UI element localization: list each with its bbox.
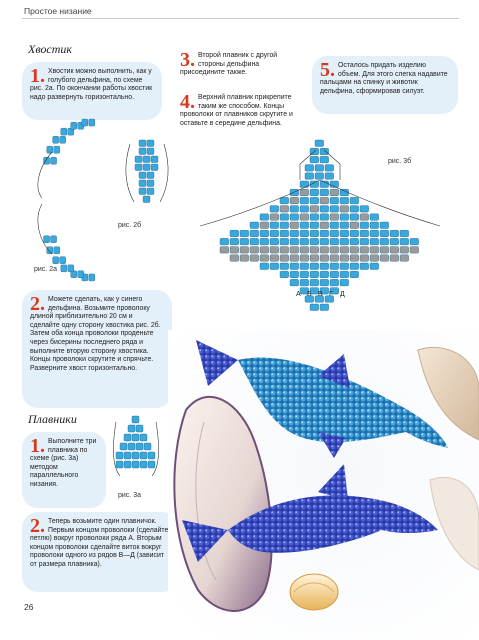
- bead: [305, 165, 314, 172]
- bead: [350, 238, 359, 245]
- bead: [280, 255, 289, 261]
- bead: [230, 230, 239, 237]
- bead: [280, 197, 289, 204]
- bead: [350, 230, 359, 237]
- bead: [330, 222, 339, 229]
- step-text: Осталось придать изделию объем. Для этого слегка надавите пальцами на спинку и животик дельфина, сформировав силуэт.: [320, 62, 448, 95]
- bead: [320, 279, 329, 286]
- bead: [280, 222, 289, 229]
- bead: [390, 247, 399, 254]
- bead: [139, 188, 146, 195]
- bead: [260, 222, 269, 229]
- bead: [370, 238, 379, 245]
- bead: [280, 230, 289, 237]
- row-label: А: [296, 291, 301, 298]
- bead: [140, 434, 147, 441]
- bead: [330, 247, 339, 254]
- bead: [350, 255, 359, 261]
- row-label: Д: [340, 291, 345, 298]
- bead: [139, 172, 146, 179]
- bead: [61, 265, 67, 272]
- bead: [260, 230, 269, 237]
- header-rule: [22, 18, 459, 19]
- bead: [360, 214, 369, 221]
- bead: [44, 236, 50, 243]
- bead: [410, 238, 419, 245]
- bead: [360, 255, 369, 261]
- bead: [89, 274, 95, 281]
- bead: [310, 214, 319, 221]
- bead: [128, 425, 135, 432]
- bead: [51, 157, 57, 164]
- bead: [325, 165, 334, 172]
- bead: [270, 222, 279, 229]
- bead: [270, 230, 279, 237]
- bead: [340, 222, 349, 229]
- bead: [350, 263, 359, 270]
- bead: [300, 214, 309, 221]
- bead: [350, 271, 359, 278]
- bead: [330, 214, 339, 221]
- bead: [300, 247, 309, 254]
- bead: [148, 461, 155, 468]
- bead: [290, 279, 299, 286]
- bead: [340, 214, 349, 221]
- bead: [370, 214, 379, 221]
- bead: [139, 180, 146, 187]
- bead: [240, 230, 249, 237]
- bead: [132, 452, 139, 459]
- bead: [350, 197, 359, 204]
- bead: [310, 230, 319, 237]
- bead: [147, 180, 154, 187]
- step-body-4: [172, 88, 312, 140]
- bead: [250, 222, 259, 229]
- bead: [89, 119, 95, 126]
- bead: [340, 255, 349, 261]
- bead: [310, 222, 319, 229]
- bead: [330, 230, 339, 237]
- bead: [330, 197, 339, 204]
- bead: [240, 255, 249, 261]
- bead: [128, 443, 135, 450]
- step-number: 2.: [30, 293, 45, 315]
- bead: [320, 247, 329, 254]
- bead: [315, 140, 324, 147]
- bead: [300, 255, 309, 261]
- bead: [300, 206, 309, 213]
- step-text: Можете сделать, как у синего дельфина. Возьмите проволоку длиной приблизительно 20 см и сделайте одну сторону хвостика рис. 2б. Затем оба конца проволоки проденьте через бисерины последнего ряда и выполните вторую сторону хвостика. Концы проволоки скрутите и спрячьте. Разверните хвост горизонтально.: [30, 296, 161, 372]
- step-tail-2: [22, 290, 172, 408]
- bead: [340, 230, 349, 237]
- bead: [340, 247, 349, 254]
- bead: [350, 247, 359, 254]
- wire-path: [160, 144, 168, 202]
- bead: [260, 238, 269, 245]
- bead: [143, 156, 150, 163]
- bead: [320, 271, 329, 278]
- bead: [260, 247, 269, 254]
- bead: [380, 238, 389, 245]
- bead: [260, 255, 269, 261]
- bead: [44, 157, 50, 164]
- bead: [370, 230, 379, 237]
- bead: [135, 156, 142, 163]
- bead: [53, 136, 59, 143]
- step-number: 5.: [320, 59, 335, 81]
- bead: [230, 247, 239, 254]
- bead: [290, 222, 299, 229]
- step-text: Теперь возьмите один плавничок. Первым концом проволоки (сделайте петлю) вокруг проволоки ряда А. Вторым концом проволоки сделайте виток вокруг проволоки одного из рядов В—Д (зависит от размера плавника).: [30, 518, 169, 568]
- bead: [360, 238, 369, 245]
- bead: [136, 443, 143, 450]
- bead: [380, 222, 389, 229]
- bead: [51, 236, 57, 243]
- bead: [370, 263, 379, 270]
- bead: [380, 255, 389, 261]
- step-text: Хвостик можно выполнить, как у голубого дельфина, по схеме рис. 2а. По окончании работы хвостик надо развернуть горизонтально.: [30, 68, 153, 101]
- row-label: Г: [329, 291, 333, 298]
- bead: [390, 230, 399, 237]
- bead: [290, 189, 299, 196]
- bead: [350, 206, 359, 213]
- bead: [140, 452, 147, 459]
- bead: [390, 238, 399, 245]
- bead: [310, 255, 319, 261]
- bead: [280, 263, 289, 270]
- step-tail-1: [22, 62, 162, 120]
- bead: [140, 461, 147, 468]
- bead: [124, 452, 131, 459]
- bead: [330, 279, 339, 286]
- bead: [290, 197, 299, 204]
- bead: [270, 238, 279, 245]
- bead: [250, 247, 259, 254]
- bead: [60, 136, 66, 143]
- bead: [300, 238, 309, 245]
- bead: [320, 222, 329, 229]
- bead: [290, 238, 299, 245]
- bead: [340, 263, 349, 270]
- bead: [116, 452, 123, 459]
- bead: [147, 172, 154, 179]
- bead: [270, 214, 279, 221]
- bead: [132, 434, 139, 441]
- bead: [78, 271, 84, 278]
- bead: [340, 271, 349, 278]
- section-title-tail: Хвостик: [28, 42, 72, 56]
- fin-scheme-3a: [112, 416, 160, 484]
- bead: [280, 238, 289, 245]
- bead: [330, 263, 339, 270]
- bead: [54, 247, 60, 254]
- step-fins-2: [22, 512, 178, 592]
- bead: [360, 222, 369, 229]
- bead: [280, 271, 289, 278]
- body-scheme-3b: [196, 140, 446, 340]
- bead: [400, 255, 409, 261]
- bead: [350, 214, 359, 221]
- bead: [340, 238, 349, 245]
- wire-path: [38, 204, 52, 254]
- bead: [310, 247, 319, 254]
- bead: [320, 148, 329, 155]
- step-body-5: [312, 56, 458, 114]
- bead: [340, 206, 349, 213]
- bead: [360, 230, 369, 237]
- figure-caption-2a: рис. 2а: [34, 266, 57, 273]
- bead: [135, 164, 142, 171]
- bead: [280, 206, 289, 213]
- bead: [120, 443, 127, 450]
- bead: [390, 255, 399, 261]
- running-head: Простое низание: [24, 6, 92, 16]
- bead: [300, 271, 309, 278]
- bead: [270, 263, 279, 270]
- bead: [310, 238, 319, 245]
- bead: [148, 452, 155, 459]
- bead: [139, 140, 146, 147]
- bead: [147, 140, 154, 147]
- tail-scheme-2b: [124, 140, 170, 212]
- bead: [370, 247, 379, 254]
- step-number: 3.: [180, 49, 195, 71]
- bead: [230, 238, 239, 245]
- tail-scheme-2a: [22, 128, 112, 273]
- bead: [360, 206, 369, 213]
- bead: [270, 206, 279, 213]
- figure-caption-2b: рис. 2б: [118, 222, 142, 229]
- bead: [300, 230, 309, 237]
- bead: [230, 255, 239, 261]
- step-fins-1: [22, 432, 106, 508]
- bead: [330, 271, 339, 278]
- bead: [315, 173, 324, 180]
- bead: [310, 189, 319, 196]
- bead: [340, 279, 349, 286]
- bead: [240, 247, 249, 254]
- bead: [290, 255, 299, 261]
- bead: [370, 222, 379, 229]
- bead: [61, 128, 67, 135]
- step-text: Верхний плавник прикрепите таким же способом. Концы проволоки от плавников скрутите и оставьте в середине дельфина.: [180, 94, 293, 127]
- bead: [370, 255, 379, 261]
- bead: [270, 247, 279, 254]
- bead: [400, 230, 409, 237]
- figure-caption-3b: рис. 3б: [388, 158, 412, 165]
- bead: [250, 255, 259, 261]
- bead: [143, 164, 150, 171]
- bead: [290, 271, 299, 278]
- bead: [340, 197, 349, 204]
- bead: [220, 238, 229, 245]
- bead: [82, 119, 88, 126]
- bead: [280, 247, 289, 254]
- step-number: 1.: [30, 435, 45, 457]
- bead: [380, 230, 389, 237]
- bead: [400, 247, 409, 254]
- bead: [320, 189, 329, 196]
- wire-path: [126, 144, 134, 202]
- bead: [250, 238, 259, 245]
- bead: [136, 425, 143, 432]
- bead: [300, 197, 309, 204]
- bead: [250, 230, 259, 237]
- bead: [360, 263, 369, 270]
- row-label: Б: [307, 291, 312, 298]
- step-text: Второй плавник с другой стороны дельфина присоедините также.: [180, 52, 278, 77]
- bead: [305, 173, 314, 180]
- bead: [320, 206, 329, 213]
- bead: [400, 238, 409, 245]
- bead: [310, 271, 319, 278]
- step-number: 4.: [180, 91, 195, 113]
- bead: [310, 263, 319, 270]
- bead: [270, 255, 279, 261]
- bead: [320, 255, 329, 261]
- row-label: В: [318, 291, 323, 298]
- bead: [47, 247, 53, 254]
- bead: [290, 247, 299, 254]
- bead: [260, 263, 269, 270]
- bead: [325, 173, 334, 180]
- bead: [60, 257, 66, 264]
- bead: [330, 189, 339, 196]
- bead: [320, 238, 329, 245]
- bead: [147, 148, 154, 155]
- bead: [320, 156, 329, 163]
- bead: [300, 222, 309, 229]
- section-title-fins: Плавники: [28, 412, 77, 426]
- bead: [220, 247, 229, 254]
- bead: [330, 238, 339, 245]
- page-number: 26: [24, 602, 34, 612]
- bead: [132, 416, 139, 423]
- bead: [300, 189, 309, 196]
- bead: [380, 247, 389, 254]
- bead: [410, 247, 419, 254]
- bead: [320, 214, 329, 221]
- bead: [147, 188, 154, 195]
- bead: [54, 146, 60, 153]
- bead: [280, 214, 289, 221]
- bead: [300, 263, 309, 270]
- step-number: 1.: [30, 65, 45, 87]
- bead: [139, 148, 146, 155]
- bead: [290, 206, 299, 213]
- bead: [300, 279, 309, 286]
- bead: [151, 156, 158, 163]
- step-number: 2.: [30, 515, 45, 537]
- bead: [124, 434, 131, 441]
- bead: [350, 222, 359, 229]
- bead: [310, 197, 319, 204]
- bead: [116, 461, 123, 468]
- bead: [68, 265, 74, 272]
- beaded-dolphins-photo: [168, 330, 479, 640]
- step-text: Выполните три плавника по схеме (рис. 3а) методом параллельного низания.: [30, 438, 97, 488]
- bead: [310, 206, 319, 213]
- bead: [310, 279, 319, 286]
- bead: [330, 206, 339, 213]
- bead: [320, 263, 329, 270]
- bead: [290, 214, 299, 221]
- bead: [151, 164, 158, 171]
- bead: [320, 230, 329, 237]
- bead: [315, 165, 324, 172]
- bead: [290, 263, 299, 270]
- bead: [71, 122, 77, 129]
- bead: [132, 461, 139, 468]
- bead: [143, 196, 150, 203]
- bead: [330, 255, 339, 261]
- step-body-3: [172, 46, 312, 84]
- bead: [240, 238, 249, 245]
- bead: [320, 197, 329, 204]
- bead: [300, 181, 309, 188]
- bead: [144, 443, 151, 450]
- bead: [310, 304, 319, 311]
- bead: [310, 156, 319, 163]
- bead: [320, 304, 329, 311]
- bead: [290, 230, 299, 237]
- bead: [53, 257, 59, 264]
- bead: [124, 461, 131, 468]
- bead: [260, 214, 269, 221]
- bead: [360, 247, 369, 254]
- figure-caption-3a: рис. 3а: [118, 492, 141, 499]
